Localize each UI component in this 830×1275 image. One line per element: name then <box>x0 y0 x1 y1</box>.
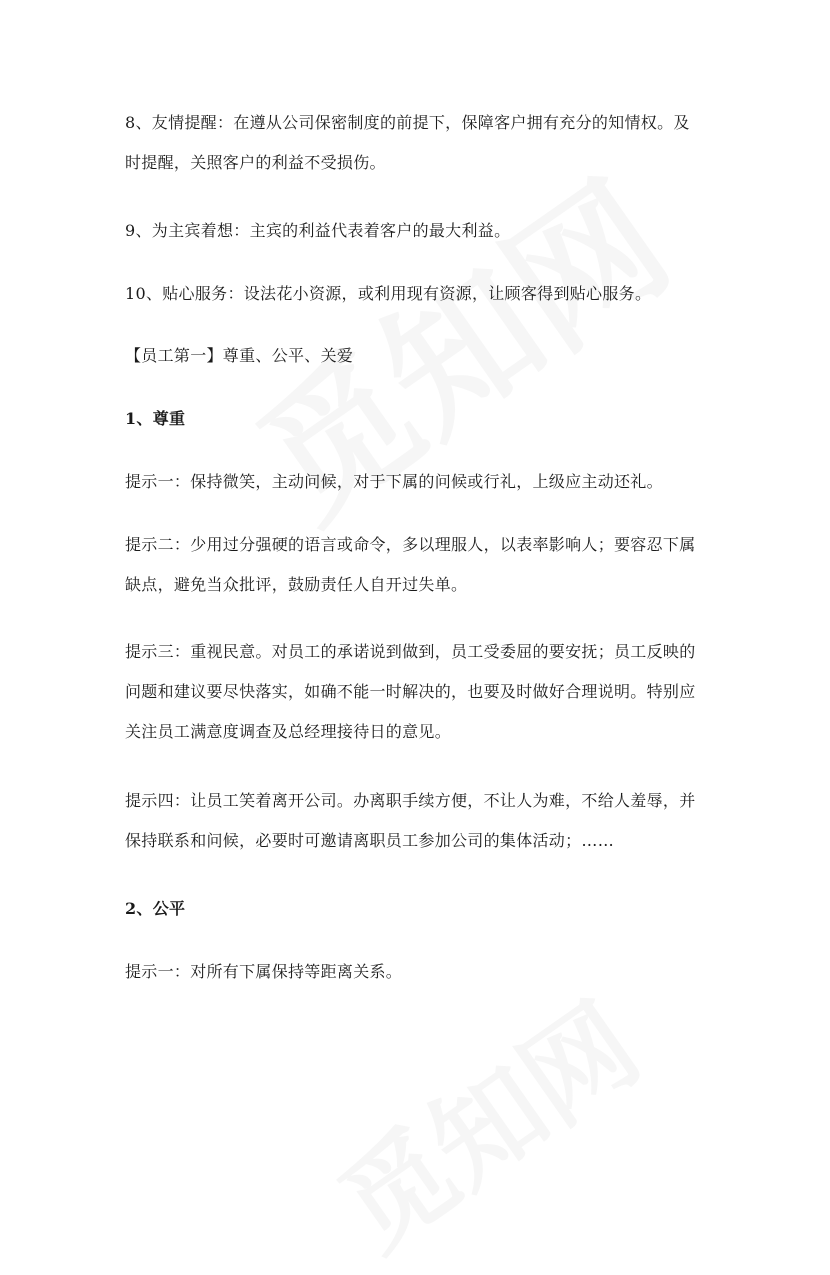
respect-tip-1: 提示一：保持微笑，主动问候，对于下属的问候或行礼，上级应主动还礼。 <box>125 472 663 491</box>
watermark-bottom <box>323 1005 638 1275</box>
paragraph-item-9: 9、为主宾着想：主宾的利益代表着客户的最大利益。 <box>125 221 511 240</box>
respect-tip-4: 提示四：让员工笑着离开公司。办离职手续方便，不让人为难，不给人羞辱，并保持联系和问候，必要时可邀请离职员工参加公司的集体活动；…… <box>125 791 696 850</box>
fairness-tip-1: 提示一：对所有下属保持等距离关系。 <box>125 962 403 981</box>
respect-tip-2: 提示二：少用过分强硬的语言或命令，多以理服人，以表率影响人；要容忍下属缺点，避免当众批评，鼓励责任人自开过失单。 <box>125 535 696 594</box>
respect-tip-3: 提示三：重视民意。对员工的承诺说到做到，员工受委屈的要安抚；员工反映的问题和建议要尽快落实，如确不能一时解决的，也要及时做好合理说明。特别应关注员工满意度调查及总经理接待日的意见。 <box>125 642 696 741</box>
paragraph-item-10: 10、贴心服务：设法花小资源，或利用现有资源，让顾客得到贴心服务。 <box>125 284 652 303</box>
subheading-fairness: 2、公平 <box>125 899 186 918</box>
section-heading-employee-first: 【员工第一】尊重、公平、关爱 <box>125 346 354 365</box>
paragraph-item-8: 8、友情提醒：在遵从公司保密制度的前提下，保障客户拥有充分的知情权。及时提醒，关照客户的利益不受损伤。 <box>125 113 690 172</box>
subheading-respect: 1、尊重 <box>125 409 186 428</box>
